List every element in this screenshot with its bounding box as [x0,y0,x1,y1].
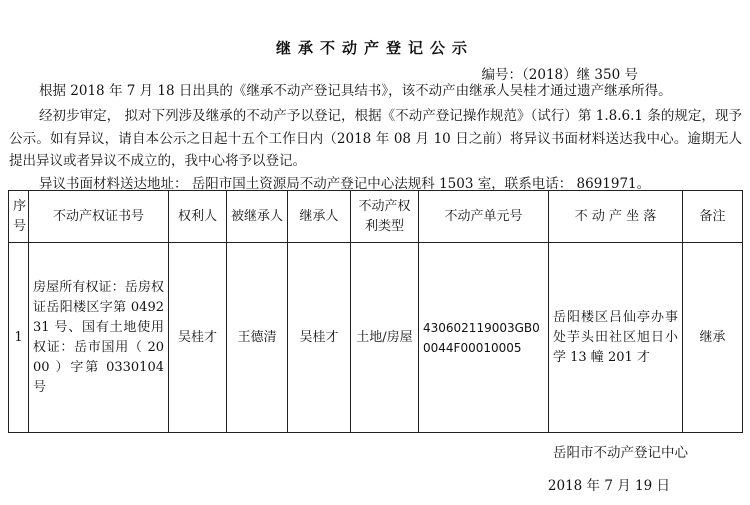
header-unit-no: 不动产单元号 [419,191,549,243]
issuing-organization: 岳阳市不动产登记中心 [553,445,688,461]
header-location: 不 动 产 坐 落 [549,191,683,243]
table-row [9,243,743,433]
header-note: 备注 [683,191,743,243]
header-seq: 序号 [9,191,29,243]
issue-date: 2018 年 7 月 19 日 [547,478,670,494]
objection-address: 异议书面材料送达地址： 岳阳市国土资源局不动产登记中心法规科 1503 室，联系电话： 8691971。 [39,176,651,192]
cell-unit-no: 430602119003GB00044F00010005 [419,243,549,433]
cell-note: 继承 [683,243,743,433]
paragraph-review: 经初步审定， 拟对下列涉及继承的不动产予以登记，根据《不动产登记操作规范》（试行）第 1.8.6.1 条的规定，现予公示。如有异议，请自本公示之日起十五个工作日内（2018 年 08 月 10 日之前）将异议书面材料送达我中心。逾期无人提出异议或者异议不成立的，我中心将予以登记。 [9,108,742,169]
cell-right-type: 土地/房屋 [351,243,419,433]
cell-cert: 房屋所有权证：岳房权证岳阳楼区字第 049231 号、国有土地使用权证：岳市国用（ 2000 ）字第 0330104 号 [29,243,169,433]
cell-owner: 吴桂才 [169,243,227,433]
header-heir: 继承人 [288,191,351,243]
cell-heir: 吴桂才 [288,243,351,433]
page-title: 继承不动产登记公示 [275,39,474,57]
cell-decedent: 王德清 [227,243,288,433]
header-decedent: 被继承人 [227,191,288,243]
cell-location: 岳阳楼区吕仙亭办事处芋头田社区旭日小学 13 幢 201 才 [549,243,683,433]
header-cert: 不动产权证书号 [29,191,169,243]
header-owner: 权利人 [169,191,227,243]
property-table [8,190,743,433]
table-header-row [9,191,743,243]
cell-seq: 1 [9,243,29,433]
header-right-type: 不动产权利类型 [351,191,419,243]
document-number: 编号：（2018）继 350 号 [481,67,638,83]
paragraph-intro: 根据 2018 年 7 月 18 日出具的《继承不动产登记具结书》，该不动产由继承人吴桂才通过遗产继承所得。 [39,83,672,99]
